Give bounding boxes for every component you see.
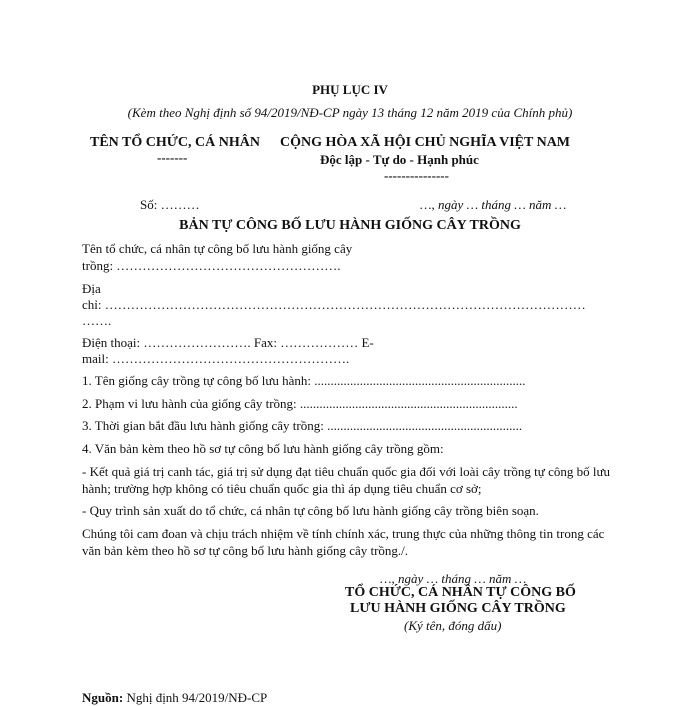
signature-title-line-2: LƯU HÀNH GIỐNG CÂY TRỒNG xyxy=(350,601,566,616)
source-text: Nghị định 94/2019/NĐ-CP xyxy=(123,690,268,705)
item-circulation-scope: 2. Phạm vi lưu hành của giống cây trồng: ................................................................... xyxy=(82,396,518,411)
item-attached-documents: 4. Văn bản kèm theo hồ sơ tự công bố lưu hành giống cây trồng gồm: xyxy=(82,441,444,456)
nation-name: CỘNG HÒA XÃ HỘI CHỦ NGHĨA VIỆT NAM xyxy=(280,135,571,150)
phone-fax-field: Điện thoại: ……………………. Fax: ……………… E- xyxy=(82,335,374,350)
decree-reference: (Kèm theo Nghị định số 94/2019/NĐ-CP ngày 13 tháng 12 năm 2019 của Chính phủ) xyxy=(127,105,573,120)
organization-name: TÊN TỔ CHỨC, CÁ NHÂN xyxy=(90,135,260,150)
email-field: mail: ………………………………………………. xyxy=(82,351,350,366)
document-number: Số: ……… xyxy=(140,197,200,212)
signature-date: …, ngày … tháng … năm … xyxy=(380,571,527,586)
org-field-label: Tên tổ chức, cá nhân tự công bố lưu hành giống cây xyxy=(82,241,353,256)
item-production-process: - Quy trình sản xuất do tổ chức, cá nhân tự công bố lưu hành giống cây trồng biên soạn. xyxy=(82,503,539,518)
document-date: …, ngày … tháng … năm … xyxy=(420,197,567,212)
source-label: Nguồn: xyxy=(82,690,124,705)
source-line xyxy=(82,690,267,706)
address-field: chỉ: ………………………………………………………………………………………………… xyxy=(82,297,586,312)
item-cultivation-results: - Kết quả giá trị canh tác, giá trị sử dụng đạt tiêu chuẩn quốc gia đối với loài cây trồng tự công bố lưu hành; trường hợp không có tiêu chuẩn quốc gia thì áp dụng tiêu chuẩn cơ sở; xyxy=(82,464,611,496)
org-field-value: trồng: ……………………………………………. xyxy=(82,258,341,273)
commitment-statement: Chúng tôi cam đoan và chịu trách nhiệm về tính chính xác, trung thực của những thông tin trong các văn bản kèm theo hồ sơ tự công bố lưu hành giống cây trồng./. xyxy=(82,526,605,558)
national-motto: Độc lập - Tự do - Hạnh phúc xyxy=(320,152,479,167)
organization-divider: ------- xyxy=(157,150,188,165)
item-variety-name: 1. Tên giống cây trồng tự công bố lưu hành: ................................................................. xyxy=(82,373,526,388)
item-start-time: 3. Thời gian bắt đầu lưu hành giống cây trồng: ............................................................ xyxy=(82,418,523,433)
address-label: Địa xyxy=(82,281,101,296)
appendix-title: PHỤ LỤC IV xyxy=(312,82,388,97)
signature-title-line-1: TỔ CHỨC, CÁ NHÂN TỰ CÔNG BỐ xyxy=(345,585,576,600)
signature-note: (Ký tên, đóng dấu) xyxy=(404,618,502,633)
motto-divider: --------------- xyxy=(384,168,449,183)
document-title: BẢN TỰ CÔNG BỐ LƯU HÀNH GIỐNG CÂY TRỒNG xyxy=(179,218,521,233)
address-field-continued: ……. xyxy=(82,313,112,328)
